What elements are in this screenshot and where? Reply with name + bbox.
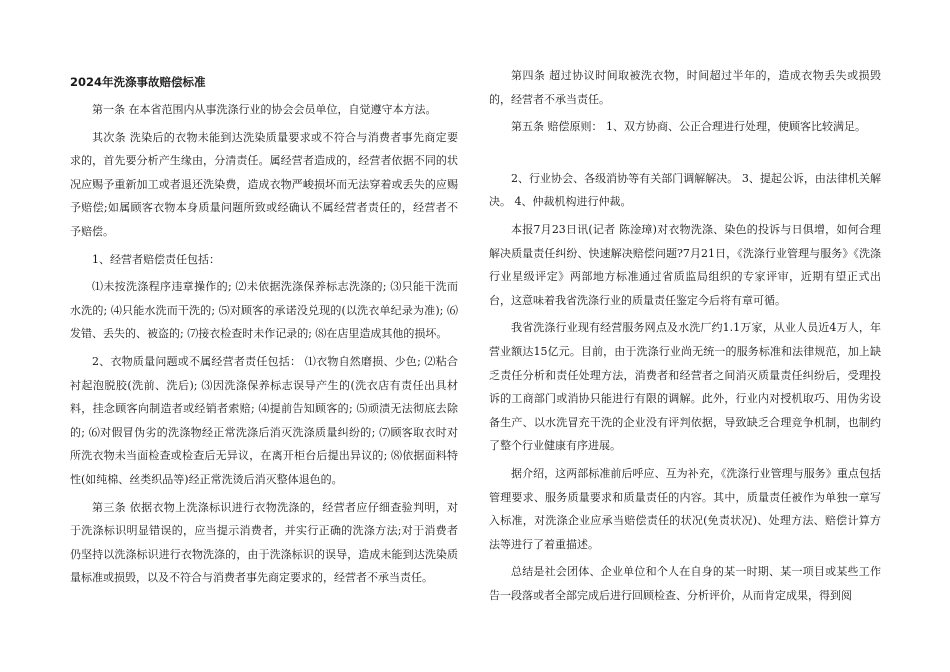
paragraph-liability-heading: 1、经营者赔偿责任包括： [92, 252, 220, 266]
right-column [489, 64, 881, 611]
paragraph-summary: 总结是社会团体、企业单位和个人在自身的某一时期、某一项目或某些工作告一段落或者全部完成后进行回顾检查、分析评价，从而肯定成果，得到阅 [489, 565, 881, 602]
paragraph-standard-introduction: 据介绍，这两部标准前后呼应、互为补充，《洗涤行业管理与服务》重点包括管理要求、服务质量要求和质量责任的内容。其中，质量责任被作为单独一章写入标准，对洗涤企业应承当赔偿责任的状况(免责状况)、处理方法、赔偿计算方法等进行了着重描述。 [489, 466, 881, 551]
paragraph-non-liability-list: 2、衣物质量问题或不属经营者责任包括： ⑴衣物自然磨损、少色; ⑵粘合衬起泡脱胶(洗前、洗后); ⑶因洗涤保养标志误导产生的(洗衣店有责任出具材料，挂念顾客向制造者或经销者索赔; ⑷提前告知顾客的; ⑸顽渍无法彻底去除的; ⑹对假冒伪劣的洗涤物经正常洗涤后消灭洗涤质量纠纷的; ⑺顾客取衣时对所洗衣物未当面检查或检查后无异议，在离开柜台后提出异议的; ⑻依据面料特性(如纯棉、丝类织品等)经正常洗烫后消灭整体退色的。 [70, 354, 458, 486]
paragraph-compensation-methods: 2、行业协会、各级消协等有关部门调解解决。 3、提起公诉，由法律机关解决。 4、仲裁机构进行仲裁。 [489, 171, 881, 209]
blank-gap [489, 143, 881, 167]
paragraph-article-4: 第四条 超过协议时间取被洗衣物，时间超过半年的，造成衣物丢失或损毁的，经营者不承当责任。 [489, 69, 881, 106]
paragraph-article-3: 第三条 依据衣物上洗涤标识进行衣物洗涤的，经营者应仔细查验判明，对于洗涤标识明显错误的，应当提示消费者，并实行正确的洗涤方法;对于消费者仍坚持以洗涤标识进行衣物洗涤的，由于洗涤标识的误导，造成未能到达洗染质量标准或损毁，以及不符合与消费者事先商定要求的，经营者不承当责任。 [70, 500, 458, 585]
paragraph-news-report: 本报7月23日讯(记者 陈淦璋)对衣物洗涤、染色的投诉与日俱增，如何合理解决质量责任纠纷、快速解决赔偿问题?7月21日，《洗涤行业管理与服务》《洗涤行业星级评定》两部地方标准通过省质监局组织的专家评审，近期有望正式出台，这意味着我省洗涤行业的质量责任鉴定今后将有章可循。 [489, 222, 881, 307]
paragraph-industry-status: 我省洗涤行业现有经营服务网点及水洗厂约1.1万家，从业人员近4万人，年营业额达15亿元。目前，由于洗涤行业尚无统一的服务标准和法律规范，加上缺乏责任分析和责任处理方法，消费者和经营者之间消灭质量责任纠纷后，受理投诉的工商部门或消协只能进行有限的调解。此外，行业内对授机取巧、用伪劣设备生产、以水洗冒充干洗的企业没有评判依据，导致缺乏合理竞争机制，也制约了整个行业健康有序进展。 [489, 321, 881, 453]
document-title: 2024年洗涤事故赔偿标准 [70, 75, 206, 89]
paragraph-liability-list: ⑴未按洗涤程序违章操作的; ⑵未依据洗涤保养标志洗涤的; ⑶只能干洗而水洗的; ⑷只能水洗而干洗的; ⑸对顾客的承诺没兑现的(以洗衣单纪录为准); ⑹发错、丢失的、被盗的; ⑺接衣检查时未作记录的; ⑻在店里造成其他的损坏。 [70, 280, 458, 341]
paragraph-article-1: 第一条 在本省范围内从事洗涤行业的协会会员单位，自觉遵守本方法。 [92, 103, 437, 116]
paragraph-article-2: 其次条 洗染后的衣物未能到达洗染质量要求或不符合与消费者事先商定要求的，首先要分析产生缘由，分清责任。属经营者造成的，经营者依据不同的状况应赐予重新加工或者退还洗染费，造成衣物严峻损坏而无法穿着或丢失的应赐予赔偿;如属顾客衣物本身质量问题所致或经确认不属经营者责任的，经营者不予赔偿。 [70, 130, 458, 238]
paragraph-article-5: 第五条 赔偿原则： 1、双方协商、公正合理进行处理，使顾客比较满足。 [511, 120, 866, 134]
left-column [70, 64, 458, 594]
